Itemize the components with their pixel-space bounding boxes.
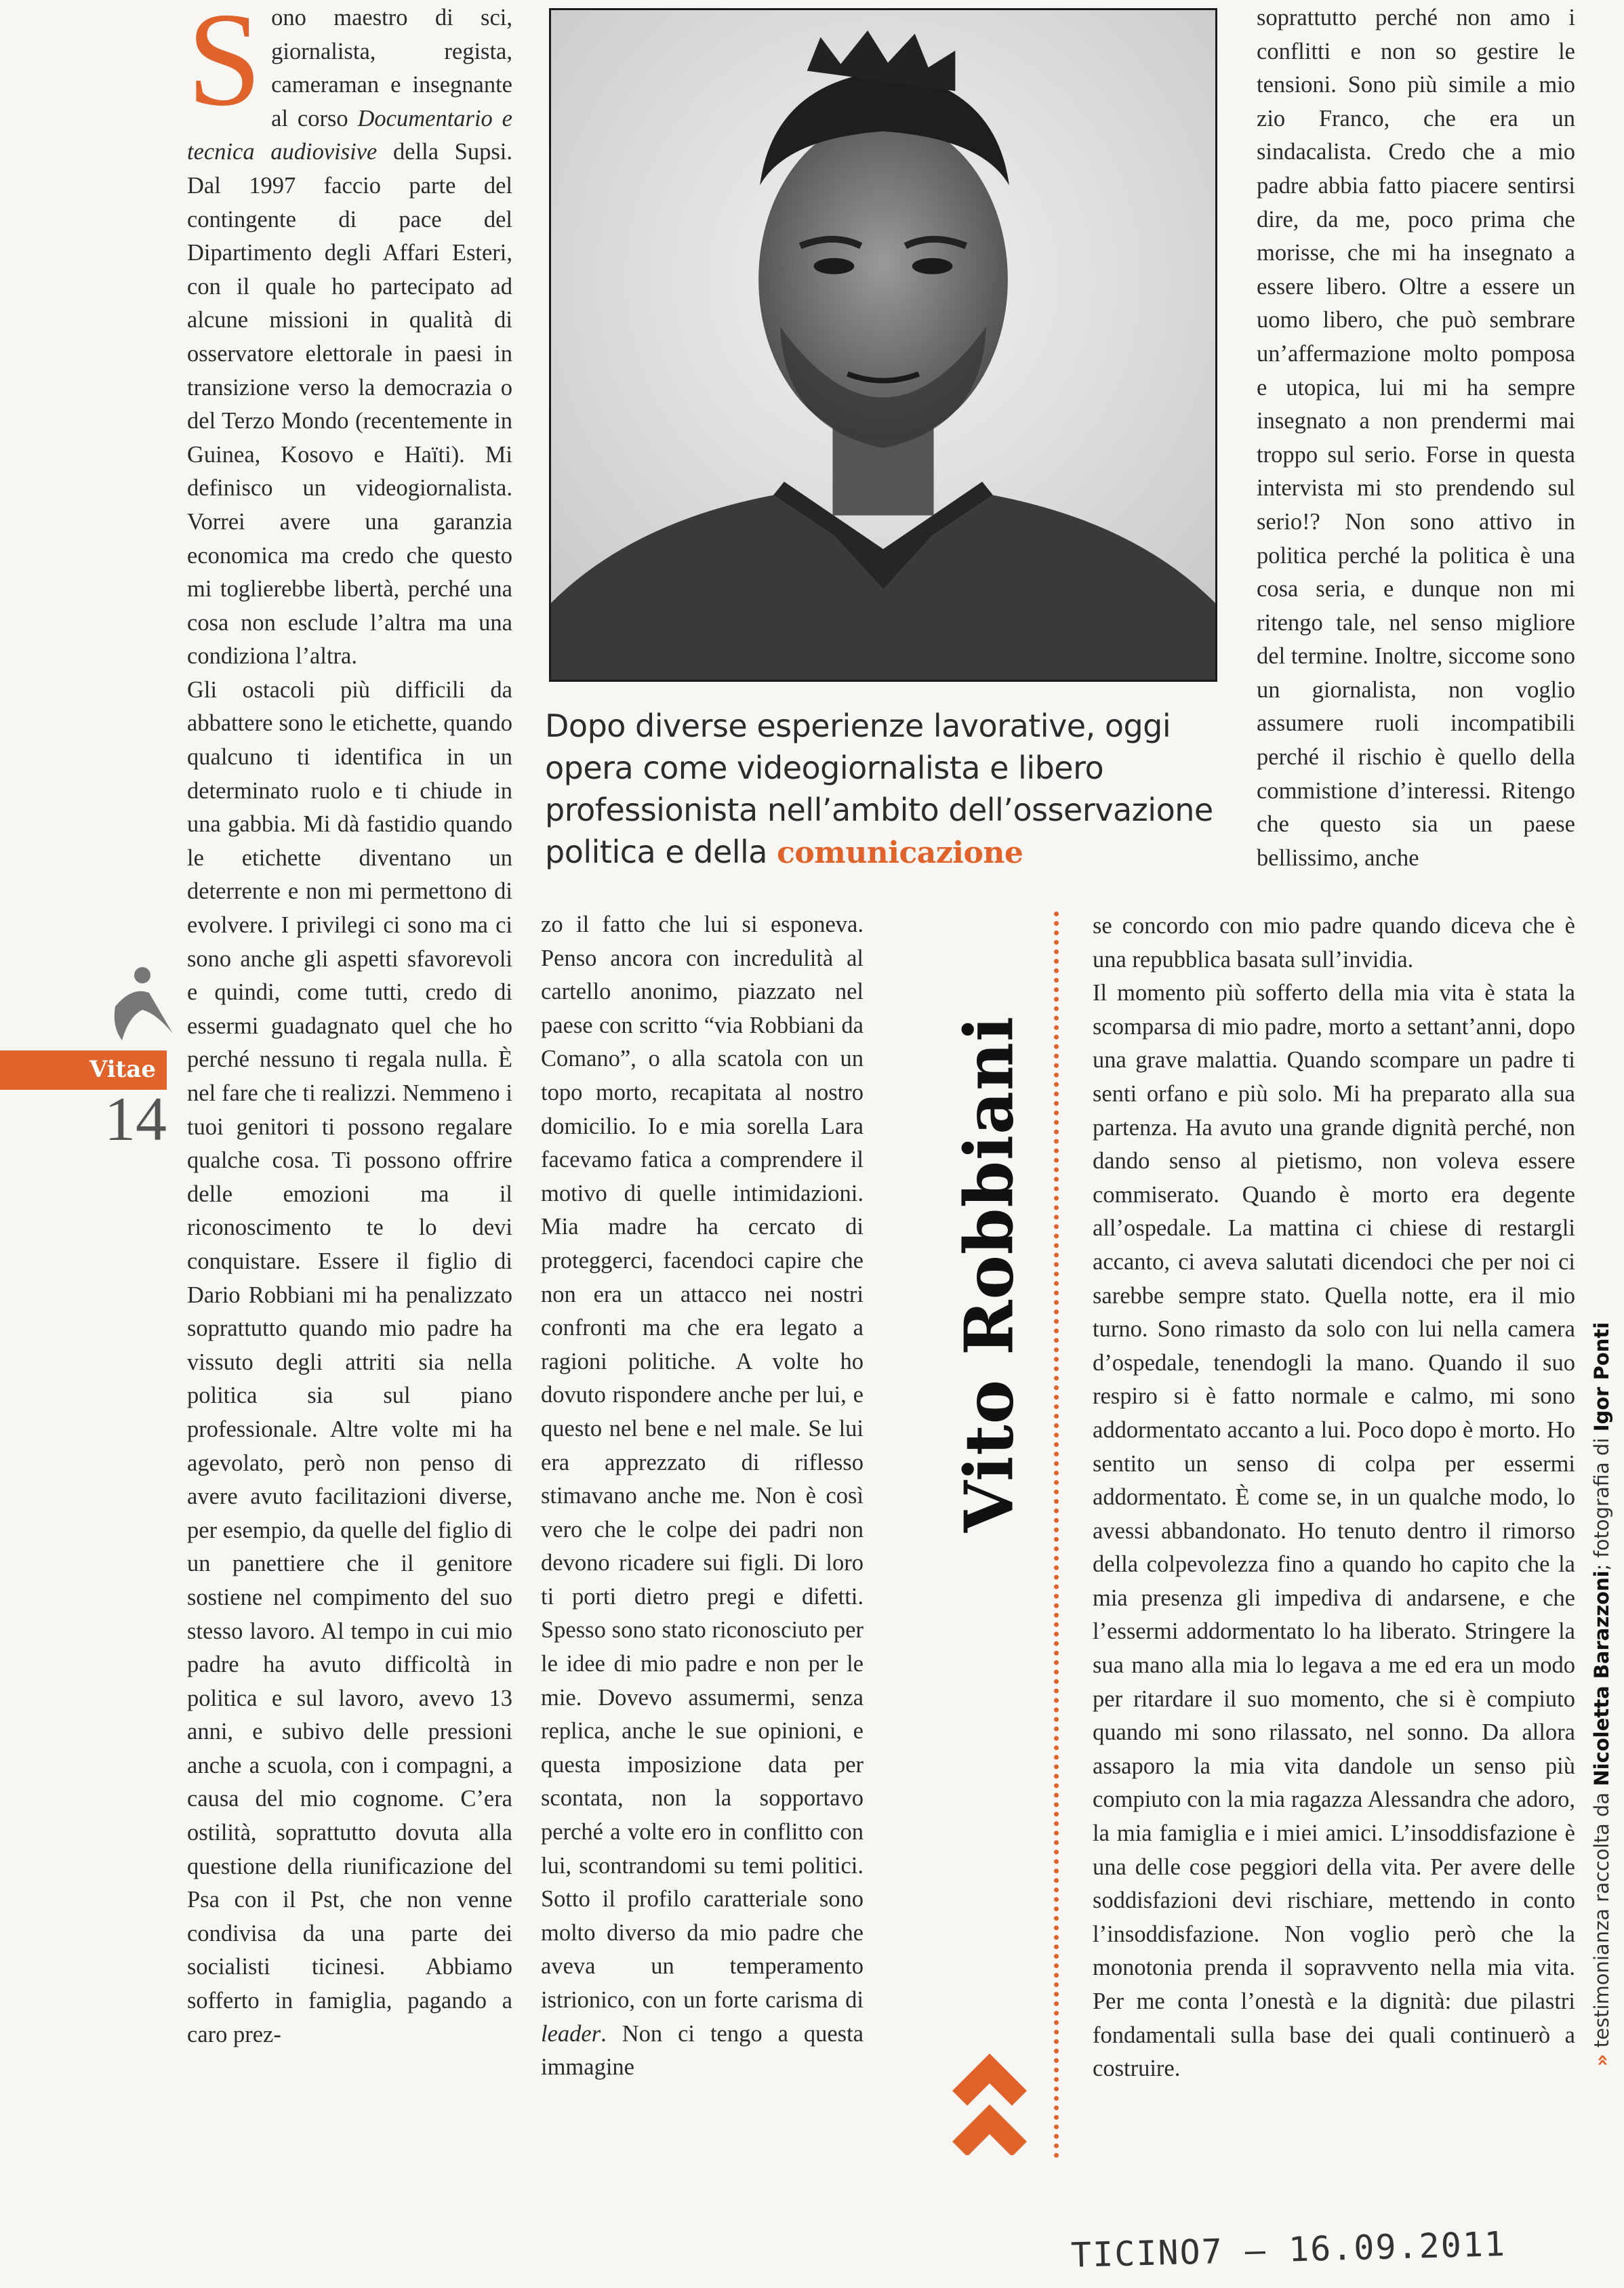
portrait-image: [551, 10, 1215, 680]
page-number: 14: [104, 1084, 167, 1153]
emphasis-word: leader: [541, 2020, 601, 2047]
article-column-1: [187, 1, 512, 2051]
photo-caption: [545, 705, 1219, 874]
section-name: Vitae: [89, 1056, 156, 1083]
caption-text: Dopo diverse esperienze lavorative, oggi opera come videogiornalista e libero professionista nell’ambito dell’osservazione politica e della: [545, 708, 1213, 870]
credit-prefix: testimonianza raccolta da: [1590, 1792, 1613, 2048]
photo-credits: [1585, 1206, 1619, 2182]
portrait-photo: [549, 8, 1217, 682]
paragraph: se concordo con mio padre quando diceva che è una repubblica basata sull’invidia.: [1093, 913, 1575, 973]
paragraph-text: della Supsi. Dal 1997 faccio parte del contingente di pace del Dipartimento degli Affari Esteri, con il quale ho partecipato ad alcune missioni in qualità di osservatore elettorale in paesi in transizione verso la democrazia o del Terzo Mondo (recentemente in Guinea, Kosovo e Haïti). Mi definisco un videogiornalista. Vorrei avere una garanzia economica ma credo che questo mi toglierebbe libertà, perché una cosa non esclude l’altra ma una condiziona l’altra.: [187, 139, 512, 670]
paragraph: Gli ostacoli più difficili da abbattere sono le etichette, quando qualcuno ti identifica in un determinato ruolo e ti chiude in una gabbia. Mi dà fastidio quando le etichette diventano un deterrente e non mi permettono di evolvere. I privilegi ci sono ma ci sono anche gli aspetti sfavorevoli e quindi, come tutti, credo di essermi guadagnato quel che ho perché nessuno ti regala nulla. È nel fare che ti realizzi. Nemmeno i tuoi genitori ti possono regalare qualche cosa. Ti possono offrire delle emozioni ma il riconoscimento te lo devi conquistare. Essere il figlio di Dario Robbiani mi ha penalizzato soprattutto quando mio padre ha vissuto degli attriti sia nella politica sia sul piano professionale. Altre volte mi ha agevolato, però non penso di avere avuto facilitazioni diverse, per esempio, da quelle del figlio di un panettiere che il genitore sostiene nel compimento del suo stesso lavoro. Al tempo in cui mio padre ha avuto difficoltà in politica e sul lavoro, avevo 13 anni, e subivo delle pressioni anche a scuola, con i compagni, a causa del mio cognome. C’era ostilità, soprattutto dovuta alla questione della riunificazione del Psa con il Pst, che non venne condivisa da una parte dei socialisti ticinesi. Abbiamo sofferto in famiglia, pagando a caro prez-: [187, 676, 512, 2047]
paragraph-text: ono maestro di sci, giornalista, regista, cameraman e insegnante al corso: [271, 5, 512, 131]
caption-accent: comunicazione: [777, 836, 1023, 870]
article-column-2: [541, 908, 864, 2085]
course-title: Documentario e tecnica audiovisive: [187, 105, 512, 165]
handwritten-note: TICINO7 – 16.09.2011: [1070, 2224, 1507, 2275]
article-column-3-continued: [1093, 910, 1575, 2086]
stylized-figure-icon: [102, 966, 176, 1044]
paragraph-text: zo il fatto che lui si esponeva. Penso ancora con incredulità al cartello anonimo, piazzato nel paese con scritto “via Robbiani da Comano”, o alla scatola con un topo morto, recapitata al nostro domicilio. Io e mia sorella Lara facevamo fatica a comprendere il motivo di quelle intimidazioni. Mia madre ha cercato di proteggerci, facendoci capire che non era un attacco nei nostri confronti ma che era legato a ragioni politiche. A volte ho dovuto rispondere anche per lui, e questo nel bene e nel male. Se lui era apprezzato di riflesso stimavano anche me. Non è così vero che le colpe dei padri non devono ricadere sui figli. Di loro ti porti dietro pregi e difetti. Spesso sono stato riconosciuto per le idee di mio padre e non per le mie. Dovevo assumermi, senza replica, anche le sue opinioni, e questa imposizione data per scontata, non la sopportavo perché a volte ero in conflitto con lui, scontrandomi su temi politici. Sotto il profilo caratteriale sono molto diverso da mio padre che aveva un temperamento istrionico, con un forte carisma di: [541, 912, 864, 2013]
drop-cap: S: [187, 0, 262, 134]
article-column-3: [1257, 1, 1575, 875]
dotted-rule: [1054, 912, 1059, 2159]
credit-interviewer: Nicoletta Barazzoni: [1590, 1570, 1613, 1786]
double-chevron-up-icon: [946, 2040, 1034, 2155]
double-chevron-right-icon: »: [1590, 2054, 1613, 2067]
paragraph: Il momento più sofferto della mia vita è stata la scomparsa di mio padre, morto a settant’anni, dopo una grave malattia. Quando scompare un padre ti senti orfano e più solo. Mi ha preparato alla sua partenza. Ha avuto una grande dignità perché, non dando senso al pietismo, non voleva essere commiserato. Quando è morto era degente all’ospedale. La mattina ci chiese di restargli accanto, ci aveva salutati dicendoci che per noi ci sarebbe sempre stato. Quella notte, era il mio turno. Sono rimasto da solo con lui nella camera d’ospedale, tenendogli la mano. Quando il suo respiro si è fatto normale e calmo, mi sono addormentato accanto a lui. Poco dopo è morto. Ho sentito un senso di colpa per essermi addormentato. È come se, in un qualche modo, lo avessi abbandonato. Ho tenuto dentro il rimorso della colpevolezza fino a quando ho capito che la mia presenza gli impediva di andarsene, e che l’essermi addormentato lo ha liberato. Stringere la sua mano alla mia lo legava a me ed era un modo per ritardare il suo momento, che si è compiuto quando mi sono rilassato, nel sonno. Da allora assaporo la mia vita dandole un senso più compiuto con la mia ragazza Alessandra che adoro, la mia famiglia e i miei amici. L’insoddisfazione è una delle cose peggiori della vita. Per avere delle soddisfazioni devi rischiare, mettendo in conto l’insoddisfazione. Non voglio però che la monotonia prenda il sopravvento nella mia vita. Per me conta l’onestà e la dignità: due pilastri fondamentali sulla base dei quali continuerò a costruire.: [1093, 980, 1575, 2082]
credit-photographer: Igor Ponti: [1590, 1322, 1613, 1432]
paragraph-text: . Non ci tengo a questa immagine: [541, 2020, 864, 2081]
article-title-text: Vito Robbiani: [950, 1015, 1029, 1533]
article-title: [950, 925, 1029, 1623]
paragraph: [541, 908, 864, 2085]
paragraph: soprattutto perché non amo i conflitti e non so gestire le tensioni. Sono più simile a mio zio Franco, che era un sindacalista. Credo che a mio padre abbia fatto piacere sentirsi dire, da me, poco prima che morisse, che mi ha insegnato a essere libero. Oltre a essere un uomo libero, che può sembrare un’affermazione molto pomposa e utopica, lui mi ha sempre insegnato a non prendermi mai troppo sul serio. Forse in questa intervista mi sto prendendo sul serio!? Non sono attivo in politica perché la politica è una cosa seria, e dunque non mi ritengo tale, nel senso migliore del termine. Inoltre, siccome sono un giornalista, non voglio assumere ruoli incompatibili perché il rischio è quello della commistione d’interessi. Ritengo che questo sia un paese bellissimo, anche: [1257, 5, 1575, 871]
credit-middle: ; fotografia di: [1590, 1437, 1613, 1571]
